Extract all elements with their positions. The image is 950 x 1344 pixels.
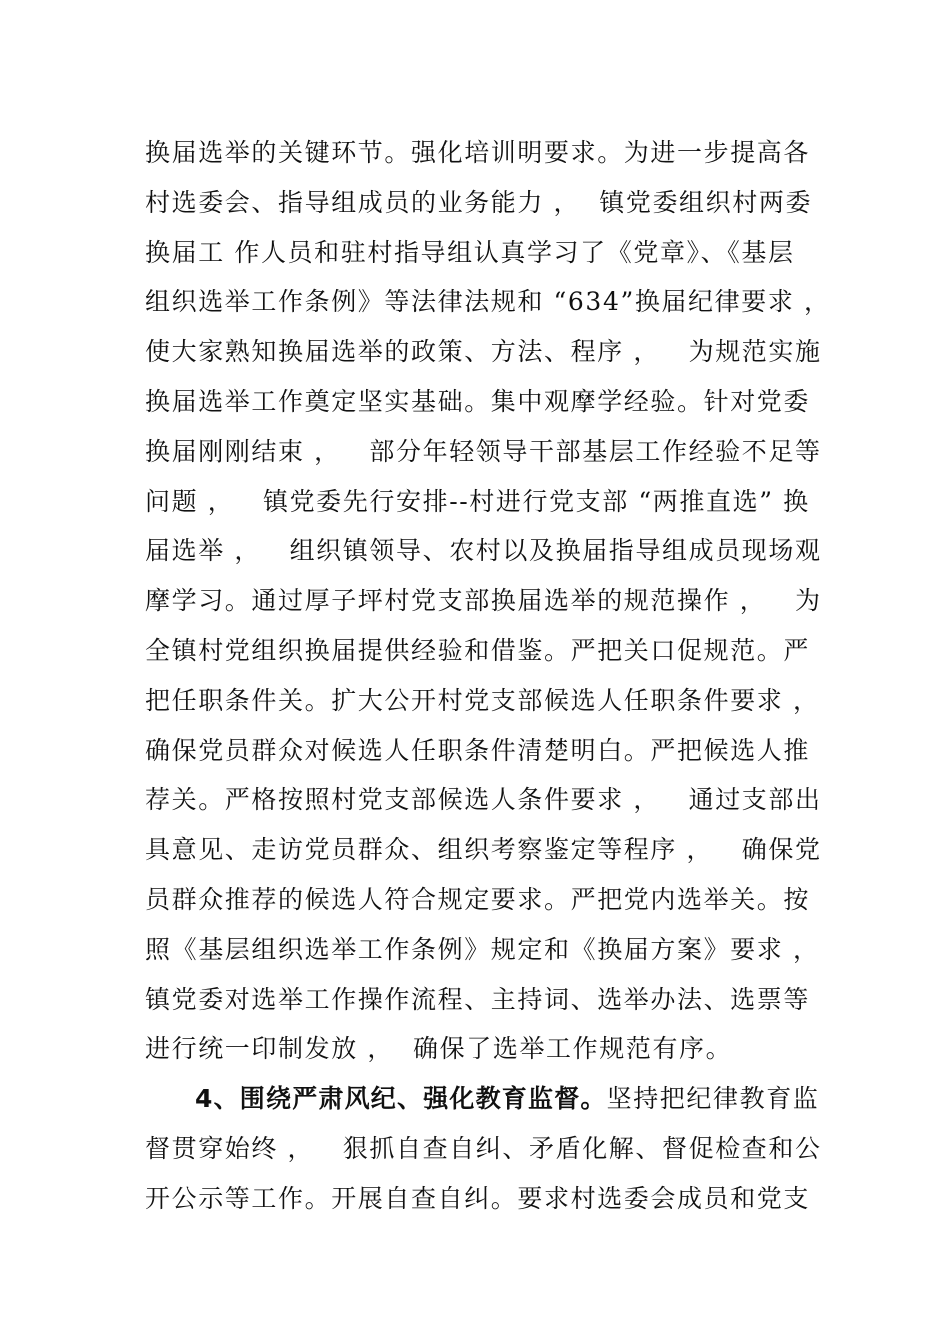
- text-line: 届选举 ， 组织镇领导、农村以及换届指导组成员现场观: [145, 536, 822, 566]
- text-line: 换届选举工作奠定坚实基础。集中观摩学经验。针对党委: [145, 386, 811, 416]
- section-4-text: 坚持把纪律教育监: [606, 1084, 820, 1114]
- section-4-heading: 4、围绕严肃风纪、强化教育监督。: [195, 1084, 607, 1114]
- text-line: 问题 ， 镇党委先行安排--村进行党支部 “两推直选” 换: [145, 486, 810, 516]
- text-line: 换届选举的关键环节。强化培训明要求。为进一步提高各: [145, 138, 811, 167]
- text-line: 村选委会、指导组成员的业务能力 ， 镇党委组织村两委: [145, 187, 813, 217]
- text-line: 照《基层组织选举工作条例》规定和《换届方案》要求 ，: [145, 934, 820, 964]
- text-line: 摩学习。通过厚子坪村党支部换届选举的规范操作 ， 为: [145, 586, 822, 616]
- text-line: 换届工 作人员和驻村指导组认真学习了《党章》、《基层: [145, 237, 795, 267]
- text-line: 组织选举工作条例》等法律法规和 “634”换届纪律要求 ，: [145, 287, 831, 317]
- text-line: 员群众推荐的候选人符合规定要求。严把党内选举关。按: [145, 884, 811, 914]
- text-line: 使大家熟知换届选举的政策、方法、程序 ， 为规范实施: [145, 337, 822, 367]
- text-line: 督贯穿始终 ， 狠抓自查自纠、矛盾化解、督促检查和公: [145, 1133, 822, 1163]
- text-line: 全镇村党组织换届提供经验和借鉴。严把关口促规范。严: [145, 635, 811, 665]
- section-4-heading-line: [145, 1074, 820, 1124]
- text-line: 把任职条件关。扩大公开村党支部候选人任职条件要求 ，: [145, 685, 820, 715]
- text-line: 开公示等工作。开展自查自纠。要求村选委会成员和党支: [145, 1183, 811, 1213]
- body-text: [145, 128, 831, 1224]
- text-line: 具意见、走访党员群众、组织考察鉴定等程序 ， 确保党: [145, 835, 822, 865]
- text-line: 确保党员群众对候选人任职条件清楚明白。严把候选人推: [145, 735, 811, 765]
- text-line: 镇党委对选举工作操作流程、主持词、选举办法、选票等: [145, 984, 811, 1014]
- text-line: 换届刚刚结束 ， 部分年轻领导干部基层工作经验不足等: [145, 436, 822, 466]
- text-line: 荐关。严格按照村党支部候选人条件要求 ， 通过支部出: [145, 785, 822, 815]
- text-line: 进行统一印制发放 ， 确保了选举工作规范有序。: [145, 1034, 733, 1064]
